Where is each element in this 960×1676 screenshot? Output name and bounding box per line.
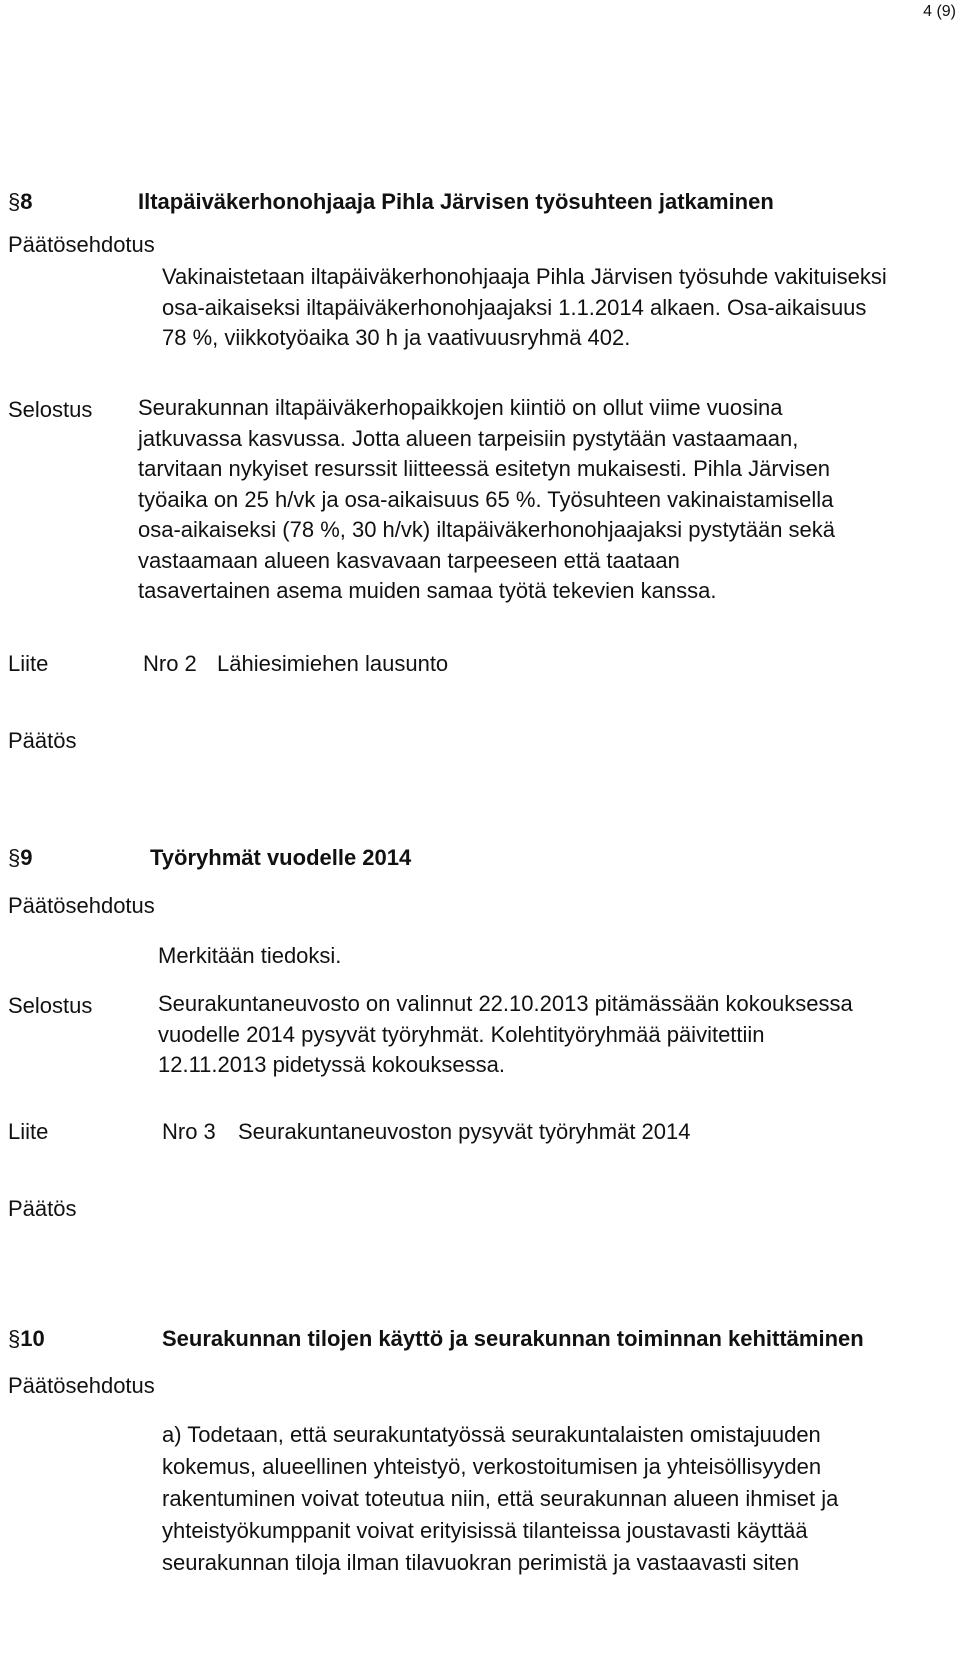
section-9-proposal-text: Merkitään tiedoksi. (158, 943, 342, 968)
section-8-report-label: Selostus (8, 397, 93, 422)
section-9-proposal-label: Päätösehdotus (8, 893, 155, 918)
section-8-proposal-label: Päätösehdotus (8, 232, 155, 257)
section-8-attachment-no: Nro 2 (143, 651, 197, 676)
section-9-decision-label: Päätös (8, 1196, 77, 1221)
section-9-attachment-link[interactable]: Seurakuntaneuvoston pysyvät työryhmät 2014 (238, 1119, 691, 1144)
section-8-decision-label: Päätös (8, 728, 77, 753)
section-8-number: §8 (8, 189, 33, 214)
section-8-attachment-label: Liite (8, 651, 49, 676)
section-8-proposal-text: Vakinaistetaan iltapäiväkerhonohjaaja Pihla Järvisen työsuhde vakituiseksi osa-aikaiseksi iltapäiväkerhonohjaajaksi 1.1.2014 alkaen. Osa-aikaisuus 78 %, viikkotyöaika 30 h ja vaativuusryhmä 402. (162, 264, 887, 350)
section-10-number: §10 (8, 1326, 45, 1351)
section-10-title: Seurakunnan tilojen käyttö ja seurakunnan toiminnan kehittäminen (162, 1326, 864, 1351)
section-8-attachment-link[interactable]: Lähiesimiehen lausunto (217, 651, 449, 676)
section-9-report-label: Selostus (8, 993, 93, 1018)
section-9-report-text: Seurakuntaneuvosto on valinnut 22.10.2013 pitämässään kokouksessa vuodelle 2014 pysyvät työryhmät. Kolehtityöryhmää päivitettiin 12.11.2013 pidetyssä kokouksessa. (158, 991, 853, 1077)
section-9-attachment-no: Nro 3 (162, 1119, 216, 1144)
section-10-proposal-text: a) Todetaan, että seurakuntatyössä seurakuntalaisten omistajuuden kokemus, alueellinen yhteistyö, verkostoitumisen ja yhteisöllisyyden rakentuminen voivat toteutua niin, että seurakunnan alueen ihmiset ja yhteistyökumppanit voivat erityisissä tilanteissa joustavasti käyttää seurakunnan tiloja ilman tilavuokran perimistä ja vastaavasti siten (162, 1422, 839, 1575)
section-9-title: Työryhmät vuodelle 2014 (150, 845, 412, 870)
section-8-title: Iltapäiväkerhonohjaaja Pihla Järvisen työsuhteen jatkaminen (138, 189, 774, 214)
section-9-number: §9 (8, 845, 33, 870)
page-number: 4 (9) (923, 3, 956, 20)
section-10-proposal-label: Päätösehdotus (8, 1373, 155, 1398)
section-9-attachment-label: Liite (8, 1119, 49, 1144)
section-8-report-text: Seurakunnan iltapäiväkerhopaikkojen kiintiö on ollut viime vuosina jatkuvassa kasvussa. Jotta alueen tarpeisiin pystytään vastaamaan, tarvitaan nykyiset resurssit liitteessä esitetyn mukaisesti. Pihla Järvisen työaika on 25 h/vk ja osa-aikaisuus 65 %. Työsuhteen vakinaistamisella osa-aikaiseksi (78 %, 30 h/vk) iltapäiväkerhonohjaajaksi pystytään sekä vastaamaan alueen kasvavaan tarpeeseen että taataan tasavertainen asema muiden samaa työtä tekevien kanssa. (138, 395, 836, 603)
